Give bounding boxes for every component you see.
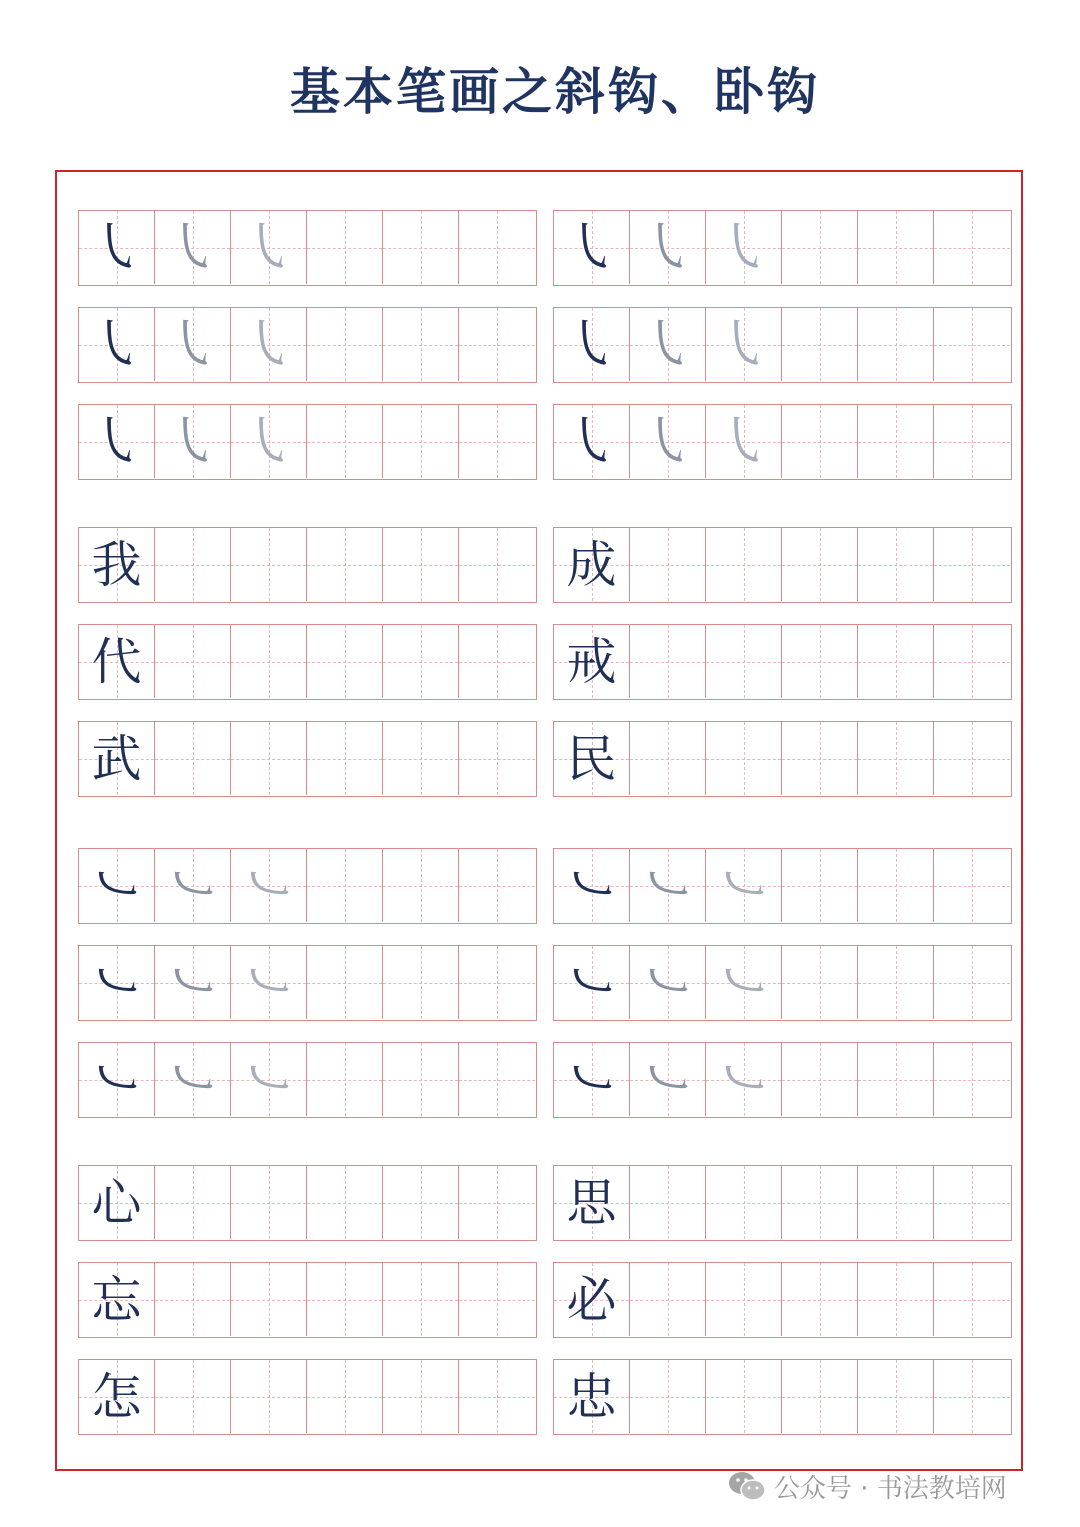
practice-cell xyxy=(554,528,630,601)
model-character: 心 xyxy=(91,1173,142,1232)
practice-cell xyxy=(231,1360,307,1433)
model-stroke: ㇂ xyxy=(564,409,619,473)
practice-cell xyxy=(782,1263,858,1336)
model-stroke: ㇂ xyxy=(564,215,619,279)
practice-cell xyxy=(858,946,934,1019)
practice-cell xyxy=(858,1263,934,1336)
practice-cell xyxy=(231,1166,307,1239)
practice-cell xyxy=(706,625,782,698)
model-stroke: ㇃ xyxy=(564,853,619,917)
practice-cell xyxy=(782,211,858,284)
practice-cell xyxy=(383,1263,459,1336)
practice-cell xyxy=(630,308,706,381)
practice-cell xyxy=(155,1360,231,1433)
practice-cell xyxy=(782,1166,858,1239)
practice-row xyxy=(553,1359,1012,1435)
model-character: 戒 xyxy=(566,632,617,691)
practice-cell xyxy=(934,1166,1010,1239)
practice-cell xyxy=(934,946,1010,1019)
practice-row xyxy=(553,1262,1012,1338)
practice-cell xyxy=(155,722,231,795)
trace-stroke: ㇃ xyxy=(716,853,771,917)
practice-cell xyxy=(79,308,155,381)
practice-cell xyxy=(383,946,459,1019)
practice-cell xyxy=(459,1166,535,1239)
practice-row xyxy=(553,848,1012,924)
practice-cell xyxy=(630,1166,706,1239)
trace-stroke: ㇃ xyxy=(241,1047,296,1111)
model-stroke: ㇂ xyxy=(89,312,144,376)
practice-cell xyxy=(383,722,459,795)
practice-cell xyxy=(554,625,630,698)
trace-stroke: ㇂ xyxy=(241,215,296,279)
trace-stroke: ㇂ xyxy=(165,409,220,473)
practice-cell xyxy=(231,211,307,284)
model-character: 必 xyxy=(566,1270,617,1329)
practice-cell xyxy=(782,1360,858,1433)
practice-row xyxy=(553,1165,1012,1241)
practice-row xyxy=(78,945,537,1021)
practice-cell xyxy=(79,1360,155,1433)
practice-cell xyxy=(706,528,782,601)
model-stroke: ㇃ xyxy=(89,853,144,917)
model-stroke: ㇂ xyxy=(89,215,144,279)
practice-row xyxy=(553,624,1012,700)
practice-cell xyxy=(307,849,383,922)
practice-cell xyxy=(706,722,782,795)
model-stroke: ㇂ xyxy=(89,409,144,473)
practice-cell xyxy=(706,1263,782,1336)
practice-cell xyxy=(79,849,155,922)
practice-cell xyxy=(383,405,459,478)
practice-row xyxy=(78,1165,537,1241)
practice-cell xyxy=(630,1360,706,1433)
model-stroke: ㇃ xyxy=(89,1047,144,1111)
practice-cell xyxy=(858,625,934,698)
practice-cell xyxy=(383,1043,459,1116)
practice-cell xyxy=(782,405,858,478)
practice-cell xyxy=(307,528,383,601)
practice-cell xyxy=(782,625,858,698)
practice-cell xyxy=(858,308,934,381)
trace-stroke: ㇂ xyxy=(640,312,695,376)
practice-cell xyxy=(307,1360,383,1433)
practice-cell xyxy=(155,946,231,1019)
practice-cell xyxy=(155,1043,231,1116)
practice-cell xyxy=(934,211,1010,284)
practice-cell xyxy=(307,625,383,698)
practice-cell xyxy=(858,1166,934,1239)
practice-cell xyxy=(383,849,459,922)
practice-cell xyxy=(858,405,934,478)
practice-cell xyxy=(459,849,535,922)
practice-cell xyxy=(934,405,1010,478)
practice-cell xyxy=(782,1043,858,1116)
practice-cell xyxy=(231,625,307,698)
practice-row xyxy=(78,210,537,286)
practice-cell xyxy=(782,308,858,381)
practice-cell xyxy=(79,1263,155,1336)
practice-cell xyxy=(79,1043,155,1116)
trace-stroke: ㇃ xyxy=(241,950,296,1014)
trace-stroke: ㇂ xyxy=(640,409,695,473)
practice-cell xyxy=(307,1166,383,1239)
practice-cell xyxy=(554,1360,630,1433)
practice-cell xyxy=(459,625,535,698)
practice-cell xyxy=(706,1166,782,1239)
model-character: 代 xyxy=(91,632,142,691)
watermark-text: 公众号 · 书法教培网 xyxy=(774,1473,1007,1504)
practice-cell xyxy=(155,405,231,478)
practice-row xyxy=(78,721,537,797)
practice-cell xyxy=(554,1043,630,1116)
practice-cell xyxy=(934,1263,1010,1336)
practice-cell xyxy=(782,528,858,601)
practice-cell xyxy=(231,849,307,922)
practice-row xyxy=(78,1359,537,1435)
practice-cell xyxy=(858,211,934,284)
practice-cell xyxy=(934,1043,1010,1116)
practice-cell xyxy=(231,1043,307,1116)
practice-cell xyxy=(858,528,934,601)
practice-cell xyxy=(307,211,383,284)
practice-cell xyxy=(706,849,782,922)
practice-cell xyxy=(706,946,782,1019)
practice-cell xyxy=(383,1166,459,1239)
trace-stroke: ㇃ xyxy=(640,1047,695,1111)
model-character: 成 xyxy=(566,535,617,594)
practice-cell xyxy=(934,1360,1010,1433)
practice-cell xyxy=(706,1360,782,1433)
practice-cell xyxy=(155,1166,231,1239)
practice-cell xyxy=(706,1043,782,1116)
model-character: 忘 xyxy=(91,1270,142,1329)
practice-cell xyxy=(79,946,155,1019)
model-stroke: ㇃ xyxy=(564,1047,619,1111)
practice-cell xyxy=(934,722,1010,795)
practice-cell xyxy=(630,1263,706,1336)
practice-cell xyxy=(79,722,155,795)
trace-stroke: ㇂ xyxy=(241,409,296,473)
practice-cell xyxy=(554,1263,630,1336)
practice-cell xyxy=(383,1360,459,1433)
practice-cell xyxy=(934,528,1010,601)
practice-cell xyxy=(706,308,782,381)
practice-cell xyxy=(307,722,383,795)
practice-cell xyxy=(155,1263,231,1336)
model-stroke: ㇃ xyxy=(564,950,619,1014)
practice-cell xyxy=(782,849,858,922)
practice-cell xyxy=(858,1360,934,1433)
model-character: 民 xyxy=(566,729,617,788)
practice-cell xyxy=(554,946,630,1019)
trace-stroke: ㇃ xyxy=(241,853,296,917)
practice-cell xyxy=(459,211,535,284)
practice-row xyxy=(553,1042,1012,1118)
model-character: 怎 xyxy=(91,1367,142,1426)
practice-row xyxy=(78,624,537,700)
practice-row xyxy=(78,848,537,924)
practice-row xyxy=(78,404,537,480)
practice-cell xyxy=(155,308,231,381)
model-character: 我 xyxy=(91,535,142,594)
practice-cell xyxy=(231,1263,307,1336)
practice-cell xyxy=(307,308,383,381)
practice-cell xyxy=(554,405,630,478)
practice-cell xyxy=(630,1043,706,1116)
model-character: 武 xyxy=(91,729,142,788)
practice-cell xyxy=(383,211,459,284)
practice-cell xyxy=(630,722,706,795)
practice-cell xyxy=(307,405,383,478)
practice-cell xyxy=(459,308,535,381)
model-character: 忠 xyxy=(566,1367,617,1426)
model-character: 思 xyxy=(566,1173,617,1232)
practice-cell xyxy=(459,528,535,601)
practice-cell xyxy=(79,625,155,698)
practice-cell xyxy=(155,625,231,698)
practice-cell xyxy=(554,211,630,284)
practice-cell xyxy=(858,1043,934,1116)
trace-stroke: ㇂ xyxy=(241,312,296,376)
model-stroke: ㇂ xyxy=(564,312,619,376)
practice-cell xyxy=(782,722,858,795)
model-stroke: ㇃ xyxy=(89,950,144,1014)
practice-row xyxy=(78,527,537,603)
wechat-icon xyxy=(728,1470,766,1502)
practice-cell xyxy=(155,211,231,284)
practice-cell xyxy=(858,722,934,795)
practice-cell xyxy=(231,405,307,478)
practice-cell xyxy=(630,405,706,478)
trace-stroke: ㇃ xyxy=(165,950,220,1014)
practice-row xyxy=(78,1262,537,1338)
practice-cell xyxy=(307,946,383,1019)
trace-stroke: ㇃ xyxy=(716,950,771,1014)
trace-stroke: ㇂ xyxy=(716,312,771,376)
practice-cell xyxy=(383,308,459,381)
practice-row xyxy=(78,1042,537,1118)
practice-cell xyxy=(782,946,858,1019)
practice-cell xyxy=(155,528,231,601)
practice-cell xyxy=(383,625,459,698)
practice-cell xyxy=(554,722,630,795)
practice-cell xyxy=(630,849,706,922)
practice-cell xyxy=(554,308,630,381)
practice-row xyxy=(553,404,1012,480)
practice-cell xyxy=(459,722,535,795)
practice-cell xyxy=(307,1043,383,1116)
practice-cell xyxy=(630,528,706,601)
practice-row xyxy=(553,307,1012,383)
trace-stroke: ㇂ xyxy=(716,215,771,279)
practice-cell xyxy=(307,1263,383,1336)
practice-cell xyxy=(630,946,706,1019)
practice-cell xyxy=(79,405,155,478)
practice-cell xyxy=(459,405,535,478)
trace-stroke: ㇃ xyxy=(640,950,695,1014)
watermark xyxy=(728,1466,1007,1506)
practice-cell xyxy=(383,528,459,601)
practice-row xyxy=(78,307,537,383)
practice-cell xyxy=(934,849,1010,922)
practice-row xyxy=(553,210,1012,286)
practice-cell xyxy=(459,946,535,1019)
practice-cell xyxy=(934,308,1010,381)
practice-cell xyxy=(79,528,155,601)
trace-stroke: ㇃ xyxy=(165,1047,220,1111)
trace-stroke: ㇃ xyxy=(716,1047,771,1111)
practice-cell xyxy=(554,1166,630,1239)
trace-stroke: ㇃ xyxy=(640,853,695,917)
practice-cell xyxy=(459,1043,535,1116)
practice-cell xyxy=(231,308,307,381)
practice-cell xyxy=(231,528,307,601)
practice-cell xyxy=(231,722,307,795)
practice-cell xyxy=(630,625,706,698)
practice-cell xyxy=(934,625,1010,698)
practice-row xyxy=(553,527,1012,603)
practice-row xyxy=(553,945,1012,1021)
practice-cell xyxy=(459,1360,535,1433)
practice-cell xyxy=(459,1263,535,1336)
trace-stroke: ㇂ xyxy=(716,409,771,473)
practice-cell xyxy=(79,1166,155,1239)
practice-cell xyxy=(706,405,782,478)
practice-cell xyxy=(231,946,307,1019)
trace-stroke: ㇂ xyxy=(640,215,695,279)
page-title: 基本笔画之斜钩、卧钩 xyxy=(290,62,820,121)
practice-cell xyxy=(155,849,231,922)
practice-cell xyxy=(858,849,934,922)
practice-row xyxy=(553,721,1012,797)
practice-cell xyxy=(630,211,706,284)
practice-cell xyxy=(554,849,630,922)
trace-stroke: ㇂ xyxy=(165,312,220,376)
trace-stroke: ㇂ xyxy=(165,215,220,279)
practice-cell xyxy=(706,211,782,284)
practice-cell xyxy=(79,211,155,284)
trace-stroke: ㇃ xyxy=(165,853,220,917)
